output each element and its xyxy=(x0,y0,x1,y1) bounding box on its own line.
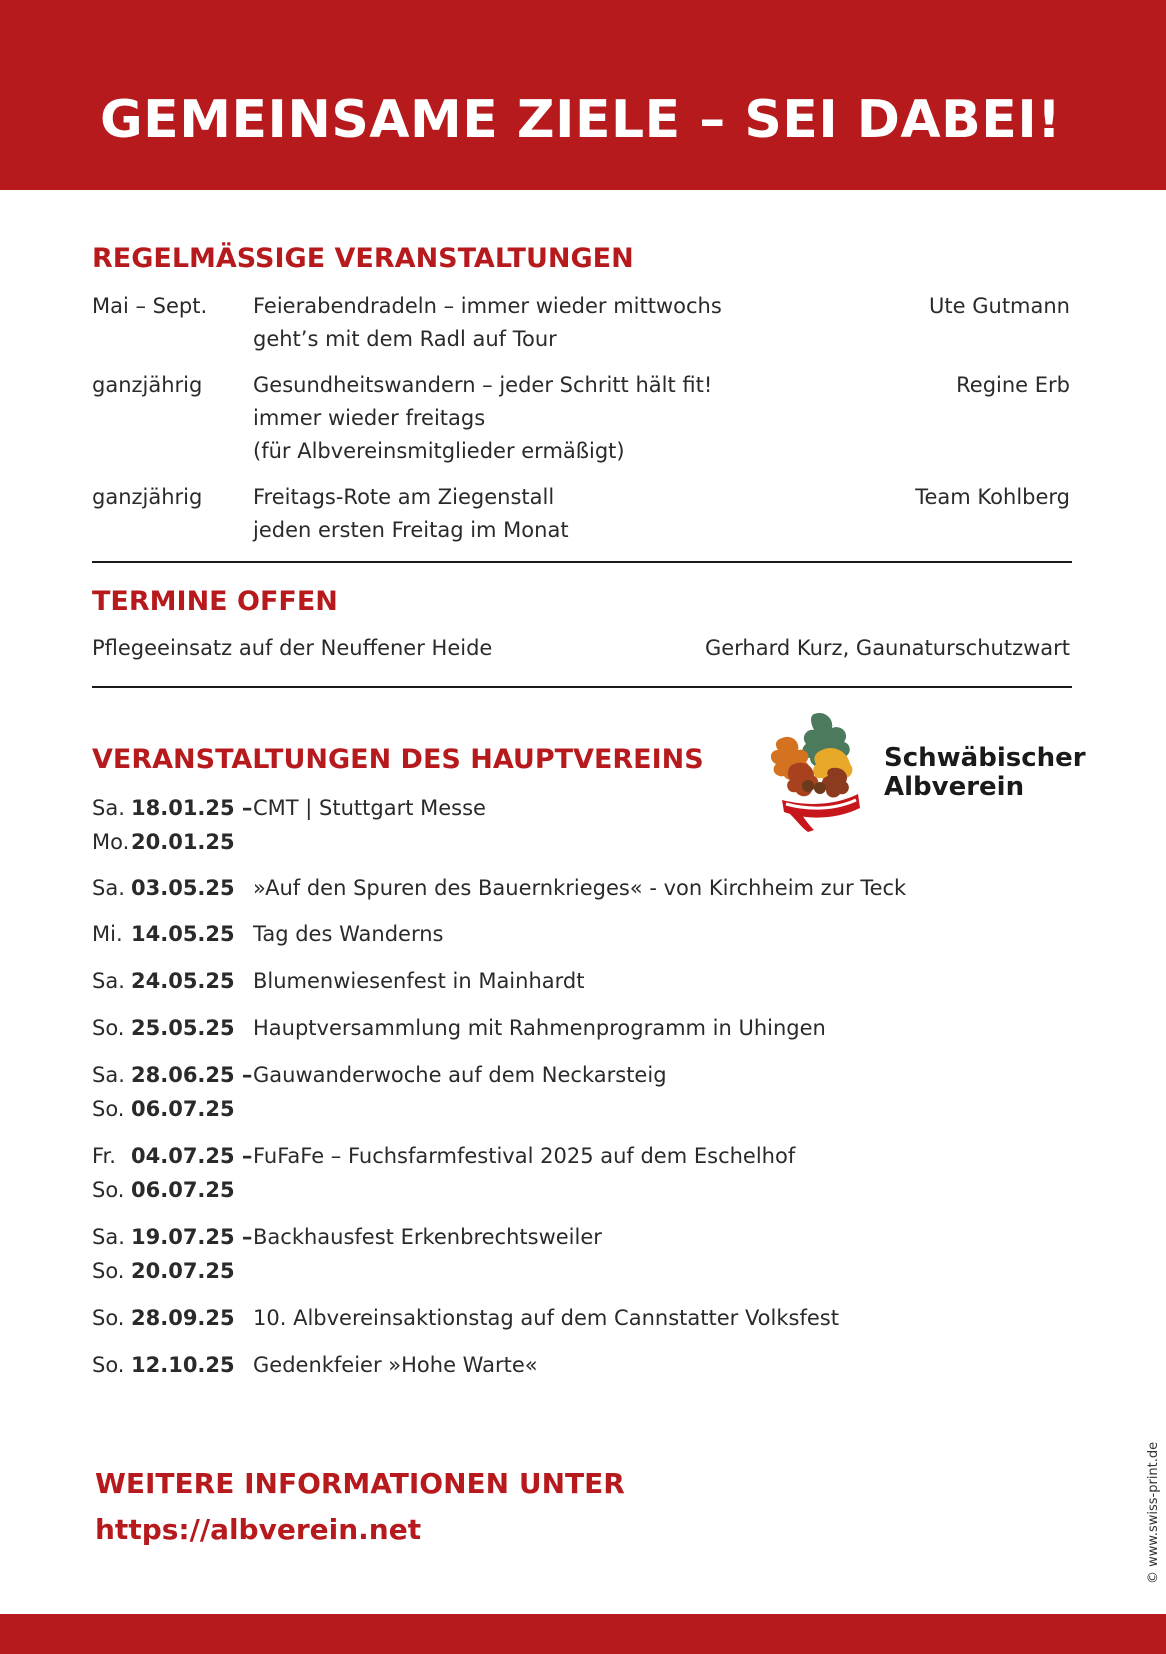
event-note: (für Albvereinsmitglieder ermäßigt) xyxy=(253,439,625,463)
event-date: 25.05.25 xyxy=(131,1016,235,1040)
event-date: 19.07.25 – xyxy=(131,1225,253,1249)
event-title: Freitags-Rote am Ziegenstall xyxy=(253,485,555,509)
event-weekday: So. xyxy=(92,1353,125,1377)
event-date-end: 20.01.25 xyxy=(131,830,235,854)
event-contact: Regine Erb xyxy=(956,373,1070,397)
event-date: 28.09.25 xyxy=(131,1306,235,1330)
event-title: Tag des Wanderns xyxy=(253,922,444,946)
event-weekday: Sa. xyxy=(92,1225,125,1249)
event-date: 03.05.25 xyxy=(131,876,235,900)
event-title: Feierabendradeln – immer wieder mittwochs xyxy=(253,294,722,318)
event-contact: Team Kohlberg xyxy=(915,485,1070,509)
event-weekday: So. xyxy=(92,1306,125,1330)
event-date: 12.10.25 xyxy=(131,1353,235,1377)
section-divider xyxy=(92,561,1072,563)
event-weekday-end: Mo. xyxy=(92,830,130,854)
albverein-logo xyxy=(762,708,1086,838)
event-detail: geht’s mit dem Radl auf Tour xyxy=(253,327,557,351)
event-weekday-end: So. xyxy=(92,1097,125,1121)
event-title: FuFaFe – Fuchsfarmfestival 2025 auf dem Eschelhof xyxy=(253,1144,796,1168)
event-weekday: Sa. xyxy=(92,876,125,900)
main-club-heading: VERANSTALTUNGEN DES HAUPTVEREINS xyxy=(92,744,704,775)
regular-events-heading: REGELMÄSSIGE VERANSTALTUNGEN xyxy=(92,243,634,274)
event-weekday: Sa. xyxy=(92,1063,125,1087)
event-date: 18.01.25 – xyxy=(131,796,253,820)
event-title: Gedenkfeier »Hohe Warte« xyxy=(253,1353,538,1377)
event-date: 24.05.25 xyxy=(131,969,235,993)
event-weekday: Fr. xyxy=(92,1144,116,1168)
more-info-heading: WEITERE INFORMATIONEN UNTER xyxy=(95,1467,625,1500)
website-link[interactable]: https://albverein.net xyxy=(95,1513,422,1546)
event-contact: Ute Gutmann xyxy=(929,294,1070,318)
event-date: 04.07.25 – xyxy=(131,1144,253,1168)
event-weekday: Sa. xyxy=(92,796,125,820)
event-weekday: Mi. xyxy=(92,922,123,946)
event-detail: jeden ersten Freitag im Monat xyxy=(253,518,569,542)
event-date-end: 20.07.25 xyxy=(131,1259,235,1283)
event-weekday: So. xyxy=(92,1016,125,1040)
oak-leaves-logo-icon xyxy=(762,708,874,834)
print-credit: © www.swiss-print.de xyxy=(1146,1441,1161,1584)
event-title: Gauwanderwoche auf dem Neckarsteig xyxy=(253,1063,667,1087)
event-date-end: 06.07.25 xyxy=(131,1178,235,1202)
event-title: Gesundheitswandern – jeder Schritt hält fit! xyxy=(253,373,713,397)
logo-wordmark xyxy=(884,744,1086,802)
event-period: Mai – Sept. xyxy=(92,294,208,318)
logo-line-1: Schwäbischer xyxy=(884,743,1086,773)
event-title: 10. Albvereinsaktionstag auf dem Cannstatter Volksfest xyxy=(253,1306,839,1330)
event-date-end: 06.07.25 xyxy=(131,1097,235,1121)
event-period: ganzjährig xyxy=(92,373,203,397)
event-detail: immer wieder freitags xyxy=(253,406,486,430)
event-weekday-end: So. xyxy=(92,1259,125,1283)
event-date: 28.06.25 – xyxy=(131,1063,253,1087)
event-title: Blumenwiesenfest in Mainhardt xyxy=(253,969,585,993)
event-title: Hauptversammlung mit Rahmenprogramm in Uhingen xyxy=(253,1016,826,1040)
event-date: 14.05.25 xyxy=(131,922,235,946)
open-event-title: Pflegeeinsatz auf der Neuffener Heide xyxy=(92,636,493,660)
section-divider xyxy=(92,686,1072,688)
page-title: GEMEINSAME ZIELE – SEI DABEI! xyxy=(100,90,1062,150)
event-title: »Auf den Spuren des Bauernkrieges« - von Kirchheim zur Teck xyxy=(253,876,907,900)
open-event-contact: Gerhard Kurz, Gaunaturschutzwart xyxy=(704,636,1070,660)
logo-line-2: Albverein xyxy=(884,772,1025,802)
footer-band xyxy=(0,1614,1166,1654)
open-dates-heading: TERMINE OFFEN xyxy=(92,586,338,617)
event-weekday-end: So. xyxy=(92,1178,125,1202)
event-title: Backhausfest Erkenbrechtsweiler xyxy=(253,1225,602,1249)
event-weekday: Sa. xyxy=(92,969,125,993)
event-period: ganzjährig xyxy=(92,485,203,509)
event-title: CMT | Stuttgart Messe xyxy=(253,796,486,820)
header-band xyxy=(0,0,1166,190)
